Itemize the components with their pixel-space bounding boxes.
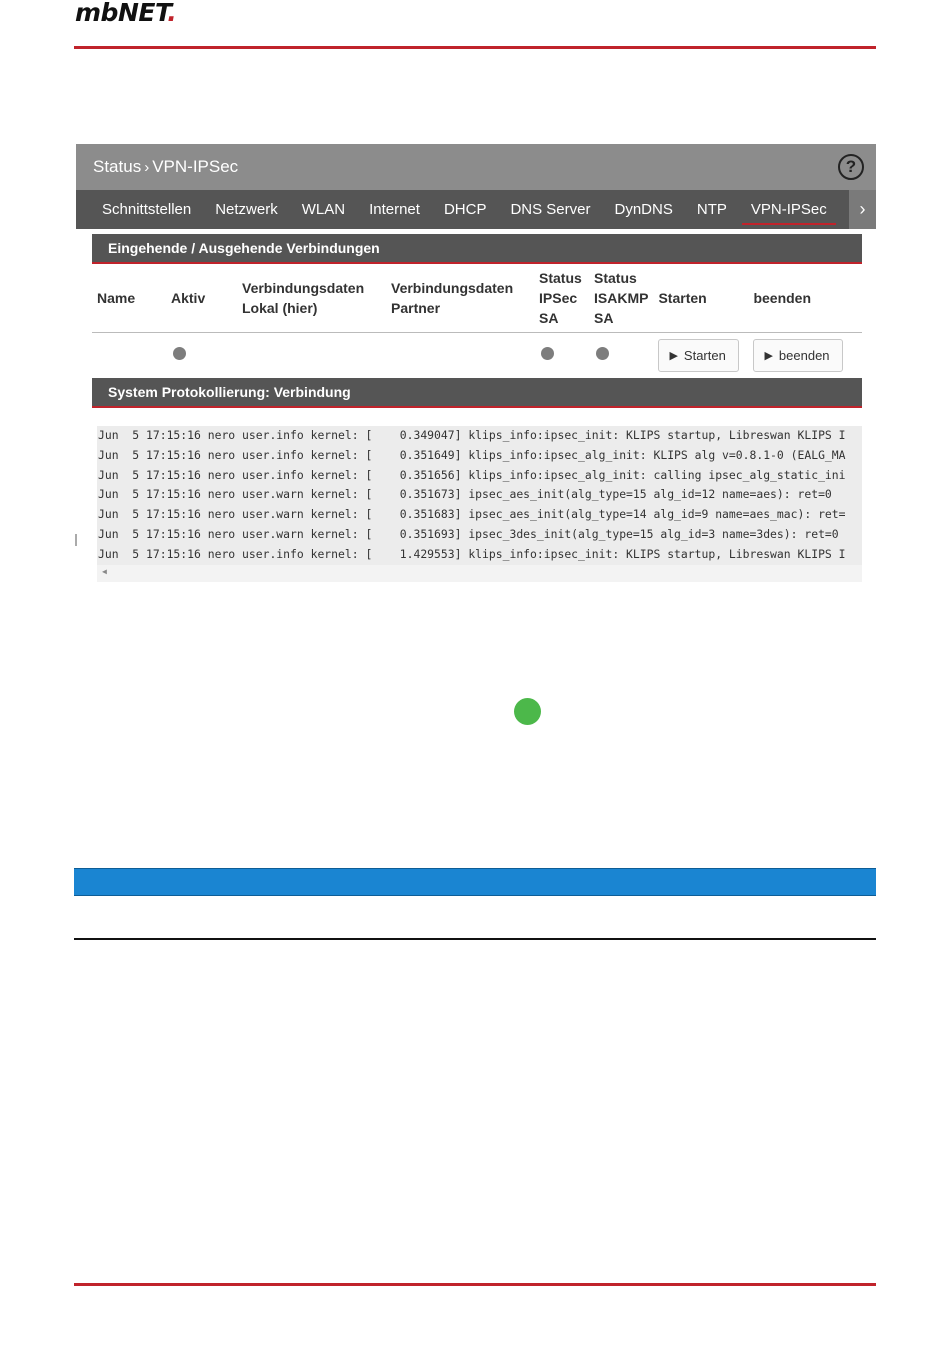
status-dot-icon: [541, 347, 554, 360]
cell-ipsec: [534, 333, 589, 378]
col-lokal: Verbindungsdaten Lokal (hier): [237, 264, 386, 333]
table-row: [92, 333, 862, 378]
tab-wlan[interactable]: WLAN: [301, 201, 346, 218]
tab-bar: [76, 190, 876, 229]
connections-title: Eingehende / Ausgehende Verbindungen: [92, 234, 862, 264]
chevron-right-icon[interactable]: ›: [849, 190, 876, 229]
section-divider: [74, 938, 876, 940]
top-divider: [74, 46, 876, 49]
connections-section: [92, 234, 862, 582]
play-icon: ▶: [669, 349, 678, 362]
log-line: Jun 5 17:15:16 nero user.warn kernel: [ 0.351673] ipsec_aes_init(alg_type=15 alg_id=12 name=aes): ret=0: [98, 487, 832, 502]
log-line: Jun 5 17:15:16 nero user.info kernel: [ 0.351656] klips_info:ipsec_alg_init: calling ipsec_alg_static_ini: [98, 467, 846, 482]
tab-vpn-ipsec[interactable]: VPN-IPSec: [739, 190, 839, 229]
blue-banner: [74, 868, 876, 896]
tab-internet[interactable]: Internet: [369, 201, 420, 218]
tab-netzwerk[interactable]: Netzwerk: [215, 201, 278, 218]
margin-mark: [75, 534, 77, 546]
col-starten: Starten: [653, 264, 748, 333]
bottom-divider: [74, 1283, 876, 1286]
cell-starten: [653, 333, 748, 378]
col-partner: Verbindungsdaten Partner: [386, 264, 534, 333]
log-line: Jun 5 17:15:16 nero user.info kernel: [ 1.429553] klips_info:ipsec_init: KLIPS startup, Libreswan KLIPS I: [98, 546, 846, 561]
cell-partner: [386, 333, 534, 378]
log-line: Jun 5 17:15:16 nero user.warn kernel: [ 0.351683] ipsec_aes_init(alg_type=14 alg_id=9 name=aes_mac): ret=: [98, 507, 846, 522]
cell-aktiv: [166, 333, 237, 378]
scroll-left-icon[interactable]: ◀: [102, 566, 107, 576]
cell-isakmp: [589, 333, 653, 378]
status-panel: [76, 144, 876, 582]
status-ok-icon: [514, 698, 541, 725]
log-line: Jun 5 17:15:16 nero user.info kernel: [ 0.349047] klips_info:ipsec_init: KLIPS startup, Libreswan KLIPS I: [98, 428, 846, 442]
tab-dns-server[interactable]: DNS Server: [510, 201, 591, 218]
page-header: [76, 144, 876, 190]
col-aktiv: Aktiv: [166, 264, 237, 333]
cell-beenden: [748, 333, 862, 378]
cell-name: [92, 333, 166, 378]
tab-ntp[interactable]: NTP: [696, 201, 727, 218]
breadcrumb-status[interactable]: Status: [93, 157, 142, 176]
breadcrumb-current: VPN-IPSec: [152, 157, 239, 176]
tab-dhcp[interactable]: DHCP: [443, 201, 487, 218]
status-dot-icon: [173, 347, 186, 360]
log-output[interactable]: [97, 426, 862, 582]
horizontal-scrollbar[interactable]: [97, 565, 862, 582]
log-line: Jun 5 17:15:16 nero user.info kernel: [ 0.351649] klips_info:ipsec_alg_init: KLIPS alg v=0.8.1-0 (EALG_MA: [98, 447, 846, 462]
mbnet-logo: mbNET.: [75, 0, 177, 27]
tab-dyndns[interactable]: DynDNS: [614, 201, 673, 218]
status-dot-icon: [596, 347, 609, 360]
chevron-right-icon: ›: [144, 158, 150, 176]
play-icon: ▶: [764, 349, 773, 362]
log-line: Jun 5 17:15:16 nero user.warn kernel: [ 0.351693] ipsec_3des_init(alg_type=15 alg_id=3 name=3des): ret=0: [98, 526, 839, 541]
tab-schnittstellen[interactable]: Schnittstellen: [102, 201, 192, 218]
help-icon[interactable]: ?: [838, 154, 864, 180]
col-isakmp-sa: Status ISAKMP SA: [589, 264, 653, 333]
col-ipsec-sa: Status IPSec SA: [534, 264, 589, 333]
connections-table: [92, 264, 862, 377]
col-name: Name: [92, 264, 166, 333]
log-title: System Protokollierung: Verbindung: [92, 378, 862, 408]
table-header-row: [92, 264, 862, 333]
stop-button[interactable]: ▶ beenden: [753, 339, 842, 372]
col-beenden: beenden: [748, 264, 862, 333]
start-button[interactable]: ▶ Starten: [658, 339, 738, 372]
cell-lokal: [237, 333, 386, 378]
